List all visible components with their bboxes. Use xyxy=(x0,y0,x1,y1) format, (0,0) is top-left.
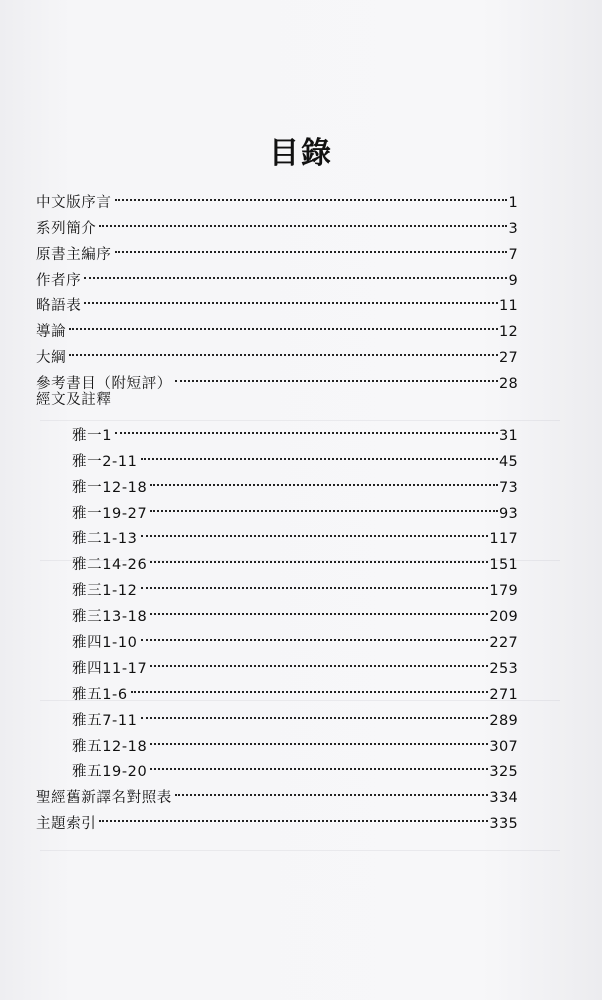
dot-leader xyxy=(67,336,498,362)
toc-entry xyxy=(36,233,518,263)
toc-entry-page-number: 289 xyxy=(489,712,518,729)
dot-leader xyxy=(148,751,488,777)
toc-entry-label: 雅一1 xyxy=(72,427,113,444)
toc-entry-label: 主題索引 xyxy=(36,816,97,833)
dot-leader xyxy=(139,621,489,647)
dot-leader xyxy=(113,233,508,259)
toc-entry-label: 雅三13-18 xyxy=(72,609,148,626)
toc-entry-page-number: 117 xyxy=(489,531,518,548)
toc-entry-label: 雅二14-26 xyxy=(72,557,148,574)
toc-entry-label: 略語表 xyxy=(36,298,82,315)
dot-leader xyxy=(148,725,488,751)
dot-leader xyxy=(148,492,498,518)
toc-entry-label: 經文及註釋 xyxy=(36,392,112,409)
toc-entry xyxy=(36,310,518,341)
toc-entry-label: 雅五1-6 xyxy=(72,686,128,703)
toc-entry-label: 雅三1-12 xyxy=(72,583,138,600)
toc-entry-page-number: 9 xyxy=(508,272,518,289)
toc-entry-label: 雅五12-18 xyxy=(72,738,148,755)
dot-leader xyxy=(82,285,498,311)
toc-entry-page-number: 253 xyxy=(489,660,518,677)
dot-leader xyxy=(139,569,489,595)
toc-entry-label: 大綱 xyxy=(36,350,67,367)
toc-entry-label: 作者序 xyxy=(36,272,82,289)
dot-leader xyxy=(97,207,507,233)
toc-entry-page-number: 307 xyxy=(489,738,518,755)
toc-entry-page-number: 45 xyxy=(498,453,518,470)
show-through-line xyxy=(40,850,560,851)
toc-entry-page-number: 12 xyxy=(498,324,518,341)
toc-entry-page-number: 3 xyxy=(508,220,518,237)
toc-entry-page-number: 179 xyxy=(489,583,518,600)
toc-entry-label: 參考書目（附短評） xyxy=(36,376,172,393)
toc-entry xyxy=(36,207,518,237)
toc-entry-page-number: 271 xyxy=(489,686,518,703)
toc-entry-page-number: 27 xyxy=(498,350,518,367)
dot-leader xyxy=(173,776,489,802)
dot-leader xyxy=(97,802,488,828)
dot-leader xyxy=(173,362,498,388)
toc-entry-page-number: 209 xyxy=(489,609,518,626)
toc-entry-label: 中文版序言 xyxy=(36,194,112,211)
dot-leader xyxy=(129,673,489,699)
toc-entry xyxy=(36,802,518,833)
dot-leader xyxy=(148,543,488,569)
toc-entry-page-number: 11 xyxy=(498,298,518,315)
toc-entry-page-number: 334 xyxy=(489,790,518,807)
dot-leader xyxy=(67,310,498,336)
toc-entry-label: 雅一12-18 xyxy=(72,479,148,496)
toc-entry-page-number: 325 xyxy=(489,764,518,781)
dot-leader xyxy=(139,699,489,725)
toc-entry-page-number: 227 xyxy=(489,635,518,652)
toc-entry-page-number: 7 xyxy=(508,246,518,263)
toc-entry xyxy=(36,181,518,211)
toc-entry-label: 原書主編序 xyxy=(36,246,112,263)
toc-entry-label: 雅五19-20 xyxy=(72,764,148,781)
toc-entry-page-number: 151 xyxy=(489,557,518,574)
toc-entry-label: 雅四1-10 xyxy=(72,635,138,652)
dot-leader xyxy=(113,181,508,207)
dot-leader xyxy=(148,647,488,673)
toc-entry-label: 系列簡介 xyxy=(36,220,97,237)
toc-entry-page-number: 31 xyxy=(498,427,518,444)
toc-entry xyxy=(36,259,518,289)
toc-entry-label: 雅二1-13 xyxy=(72,531,138,548)
dot-leader xyxy=(148,466,498,492)
toc-entry-label: 雅一19-27 xyxy=(72,505,148,522)
toc-entry-label: 雅五7-11 xyxy=(72,712,138,729)
toc-entry-page-number: 93 xyxy=(498,505,518,522)
page-title: 目錄 xyxy=(269,136,333,172)
dot-leader xyxy=(139,440,498,466)
toc-entry xyxy=(36,388,518,414)
toc-entry-page-number: 73 xyxy=(498,479,518,496)
toc-entry-label: 導論 xyxy=(36,324,67,341)
dot-leader xyxy=(139,518,489,544)
toc-entry xyxy=(36,414,518,444)
toc-entry-label: 聖經舊新譯名對照表 xyxy=(36,790,172,807)
dot-leader xyxy=(148,595,488,621)
toc-entry-page-number: 335 xyxy=(489,816,518,833)
toc-entry xyxy=(36,362,518,393)
toc-entry xyxy=(36,285,518,315)
toc-entry-page-number: 28 xyxy=(498,376,518,393)
toc-entry-page-number: 1 xyxy=(508,194,518,211)
toc-entry xyxy=(36,336,518,367)
toc-entry-label: 雅四11-17 xyxy=(72,660,148,677)
dot-leader xyxy=(113,414,498,440)
table-of-contents xyxy=(36,181,518,833)
dot-leader xyxy=(82,259,507,285)
toc-entry-label: 雅一2-11 xyxy=(72,453,138,470)
